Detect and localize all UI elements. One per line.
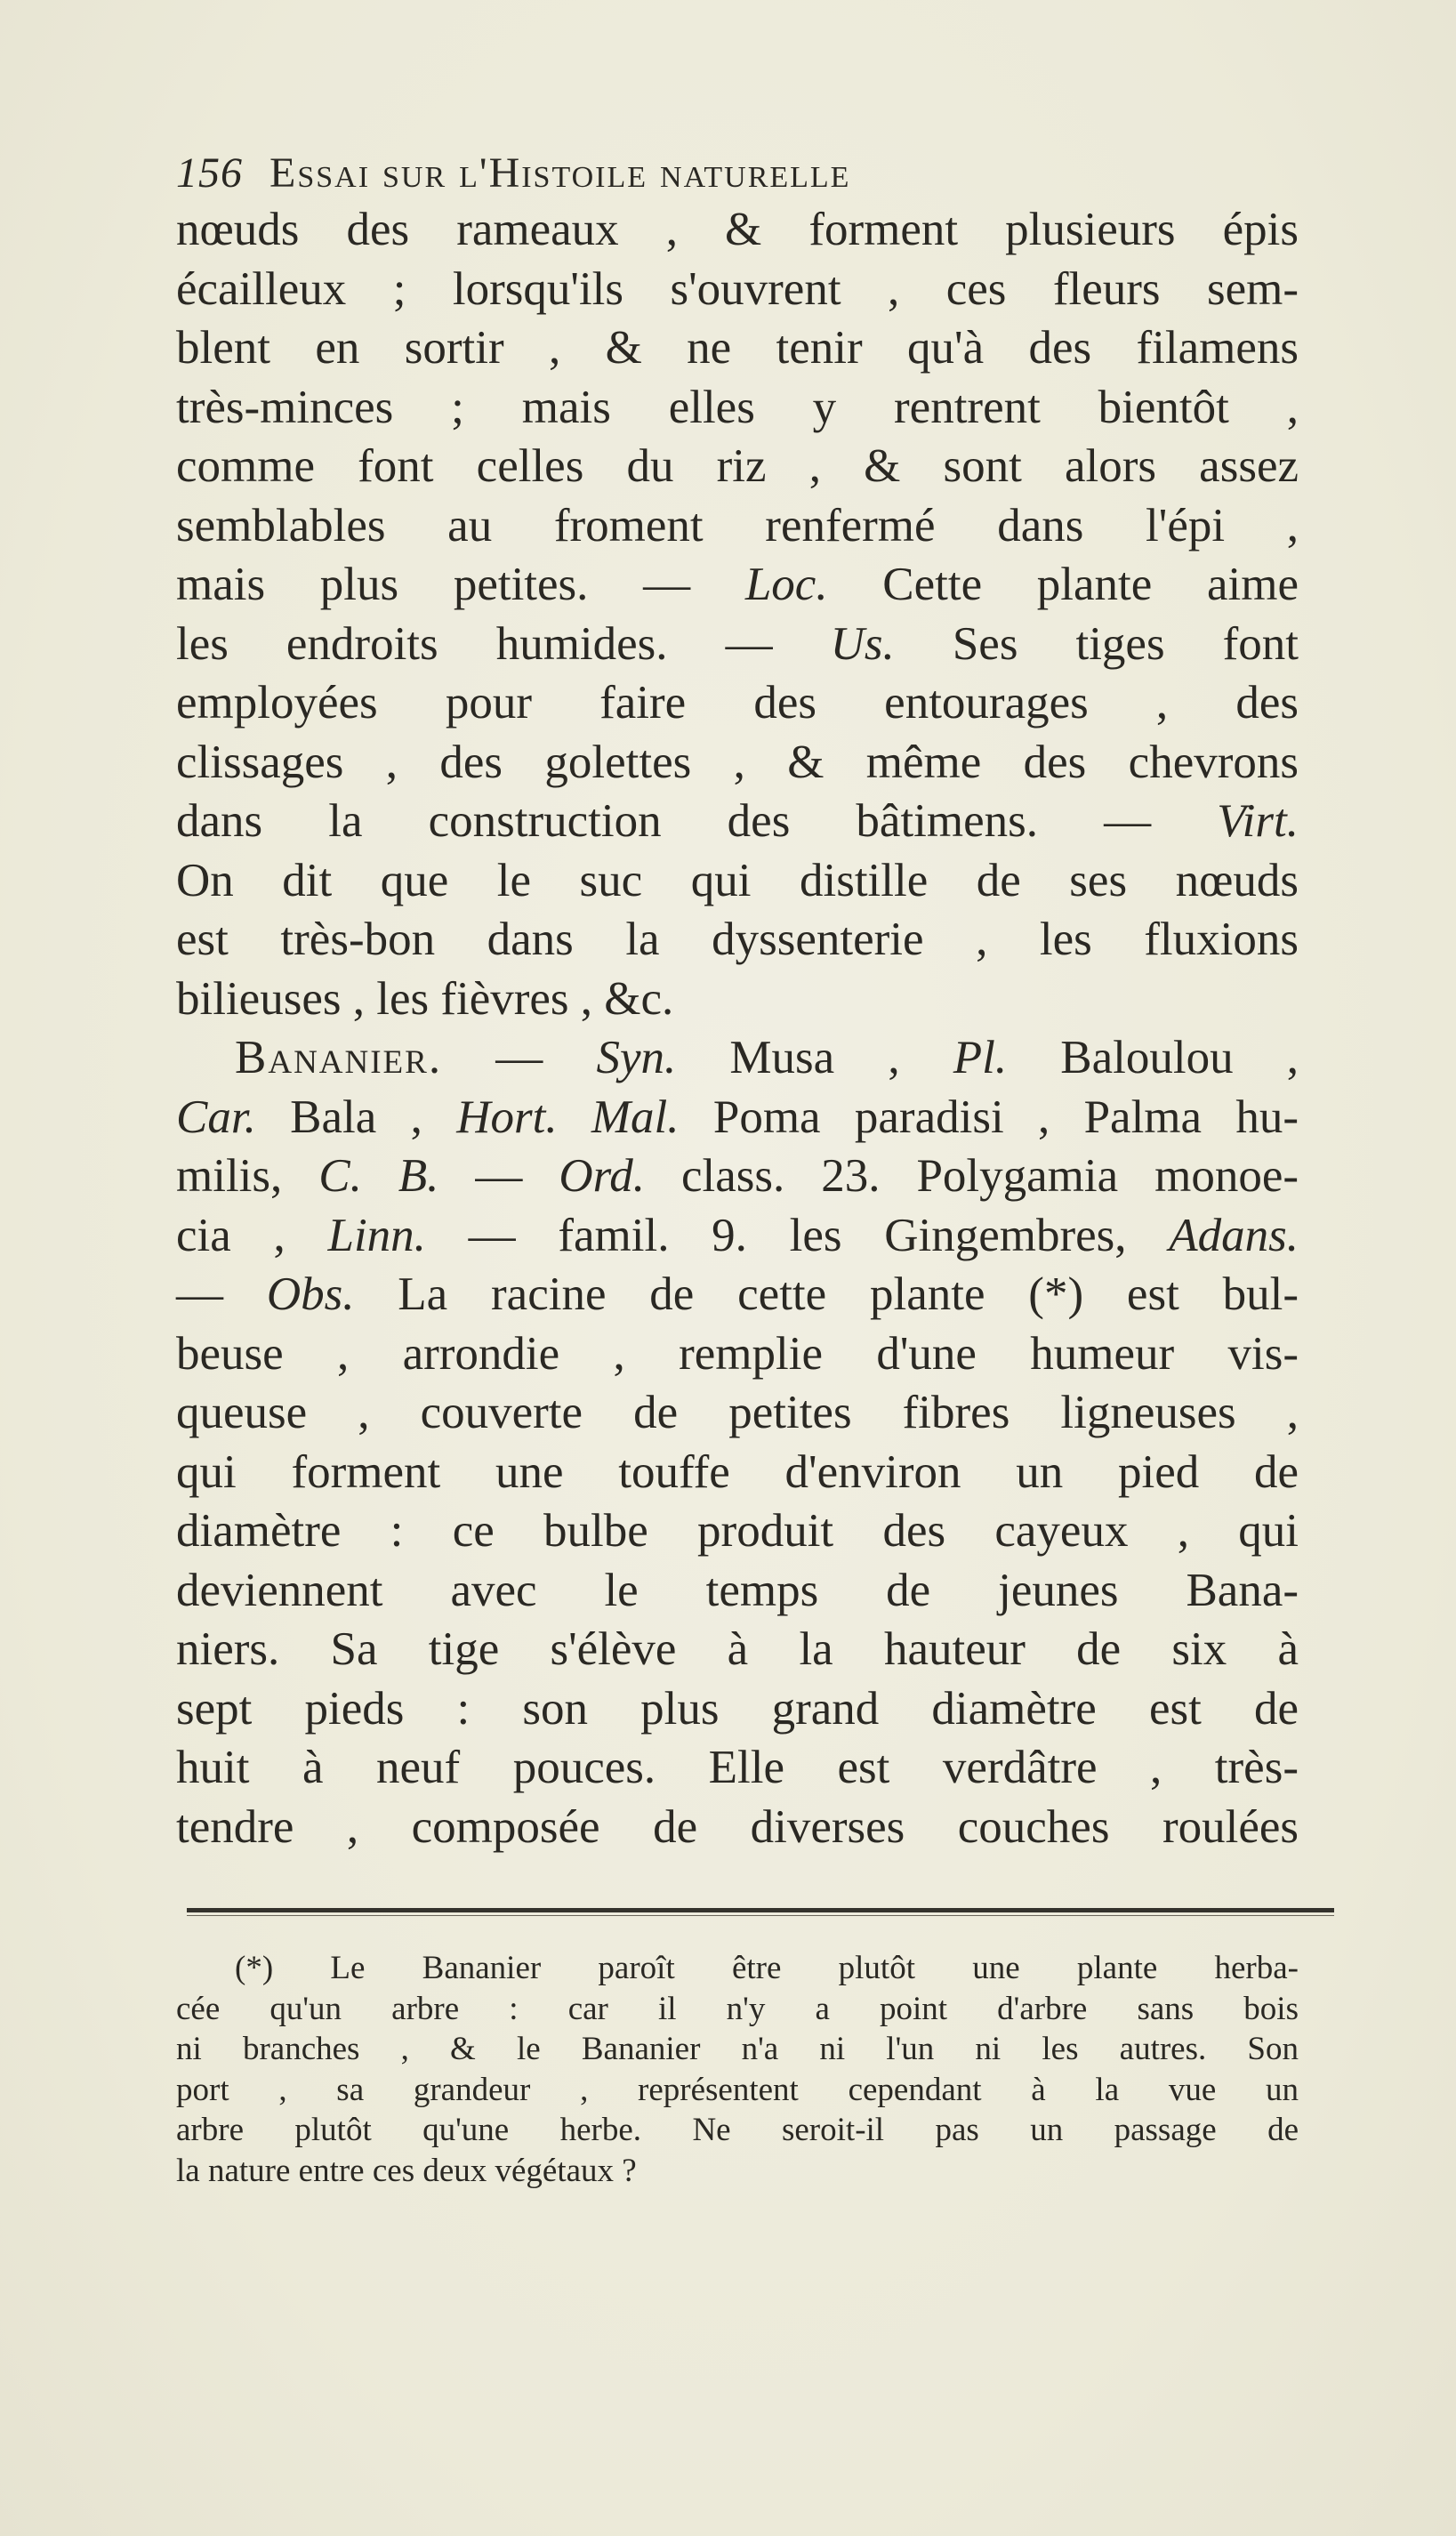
text-run: La racine de cette plante (*) est bul- bbox=[354, 1268, 1299, 1320]
page-header bbox=[176, 142, 1297, 205]
footnote-rule bbox=[187, 1908, 1334, 1912]
text-line: employées pour faire des entourages , des bbox=[176, 677, 1299, 729]
text-run: Baloulou , bbox=[1007, 1032, 1299, 1083]
footnote-line: ni branches , & le Bananier n'a ni l'un ni les autres. Son bbox=[176, 2031, 1299, 2067]
text-run: Ses tiges font bbox=[894, 617, 1299, 670]
footnote bbox=[176, 1948, 1299, 2191]
main-text bbox=[176, 200, 1299, 1856]
text-line: nœuds des rameaux , & forment plusieurs épis bbox=[176, 204, 1299, 255]
footnote-line: cée qu'un arbre : car il n'y a point d'arbre sans bois bbox=[176, 1990, 1299, 2027]
text-line: clissages , des golettes , & même des chevrons bbox=[176, 736, 1299, 788]
text-line: queuse , couverte de petites fibres ligneuses , bbox=[176, 1387, 1299, 1438]
text-run: les endroits humides. — bbox=[176, 617, 831, 670]
text-line: beuse , arrondie , remplie d'une humeur vis- bbox=[176, 1327, 1299, 1380]
text-line: blent en sortir , & ne tenir qu'à des filamens bbox=[176, 322, 1299, 374]
abbrev-ord: Ord. bbox=[559, 1150, 646, 1202]
text-line: est très-bon dans la dyssenterie , les fluxions bbox=[176, 914, 1299, 965]
footnote-line: la nature entre ces deux végétaux ? bbox=[176, 2152, 637, 2189]
text-line: semblables au froment renfermé dans l'épi , bbox=[176, 499, 1299, 551]
text-line: qui forment une touffe d'environ un pied de bbox=[176, 1445, 1299, 1498]
text-line bbox=[176, 615, 1299, 674]
abbrev-loc: Loc. bbox=[744, 559, 828, 610]
page-number: 156 bbox=[176, 149, 243, 197]
entry-line bbox=[176, 1088, 1299, 1147]
abbrev-syn: Syn. bbox=[596, 1032, 677, 1083]
abbrev-pl: Pl. bbox=[953, 1032, 1008, 1083]
abbrev-virt: Virt. bbox=[1217, 795, 1299, 847]
text-line: sept pieds : son plus grand diamètre est de bbox=[176, 1682, 1299, 1735]
abbrev-linn: Linn. bbox=[327, 1209, 426, 1261]
abbrev-obs: Obs. bbox=[266, 1268, 355, 1320]
text-line: comme font celles du riz , & sont alors assez bbox=[176, 440, 1299, 492]
text-run: mais plus petites. — bbox=[176, 559, 745, 610]
text-line: bilieuses , les fièvres , &c. bbox=[176, 972, 674, 1025]
abbrev-hort-mal: Hort. Mal. bbox=[456, 1091, 680, 1143]
text-line: très-minces ; mais elles y rentrent bientôt , bbox=[176, 381, 1299, 433]
abbrev-us: Us. bbox=[830, 617, 895, 670]
abbrev-cb: C. B. bbox=[318, 1150, 439, 1202]
text-run: — famil. 9. les Gingembres, bbox=[425, 1209, 1170, 1261]
text-run: Musa , bbox=[676, 1032, 953, 1083]
entry-line bbox=[176, 1265, 1299, 1324]
footnote-line: (*) Le Bananier paroît être plutôt une plante herba- bbox=[235, 1950, 1299, 1986]
text-run: Cette plante aime bbox=[827, 559, 1299, 610]
abbrev-car: Car. bbox=[176, 1091, 256, 1143]
entry-title: Bananier. bbox=[235, 1032, 443, 1083]
text-run: milis, bbox=[176, 1150, 319, 1202]
text-line: niers. Sa tige s'élève à la hauteur de six à bbox=[176, 1623, 1299, 1675]
text-run: cia , bbox=[176, 1209, 328, 1261]
text-line bbox=[176, 792, 1299, 851]
text-line: écailleux ; lorsqu'ils s'ouvrent , ces fleurs sem- bbox=[176, 262, 1299, 315]
footnote-rule-thin bbox=[187, 1915, 1334, 1916]
running-title: Essai sur l'Histoile naturelle bbox=[269, 149, 851, 197]
footnote-line: arbre plutôt qu'une herbe. Ne seroit-il pas un passage de bbox=[176, 2112, 1299, 2148]
entry-line bbox=[176, 1147, 1299, 1206]
text-run: Poma paradisi , Palma hu- bbox=[679, 1091, 1299, 1143]
text-line: On dit que le suc qui distille de ses nœuds bbox=[176, 854, 1299, 906]
footnote-line: port , sa grandeur , représentent cependant à la vue un bbox=[176, 2071, 1299, 2108]
entry-line bbox=[176, 1028, 1299, 1088]
text-line bbox=[176, 555, 1299, 615]
abbrev-adans: Adans. bbox=[1169, 1209, 1299, 1261]
text-line: tendre , composée de diverses couches roulées bbox=[176, 1800, 1299, 1853]
text-line: diamètre : ce bulbe produit des cayeux , qui bbox=[176, 1505, 1299, 1557]
text-run: dans la construction des bâtimens. — bbox=[176, 795, 1218, 847]
text-run: — bbox=[438, 1150, 559, 1202]
text-run: — bbox=[176, 1268, 267, 1320]
text-line: deviennent avec le temps de jeunes Bana- bbox=[176, 1564, 1299, 1616]
text-run: class. 23. Polygamia monoe- bbox=[645, 1150, 1299, 1202]
entry-line bbox=[176, 1206, 1299, 1266]
text-line: huit à neuf pouces. Elle est verdâtre , très- bbox=[176, 1742, 1299, 1793]
text-run: — bbox=[442, 1032, 597, 1083]
text-run: Bala , bbox=[255, 1091, 457, 1143]
